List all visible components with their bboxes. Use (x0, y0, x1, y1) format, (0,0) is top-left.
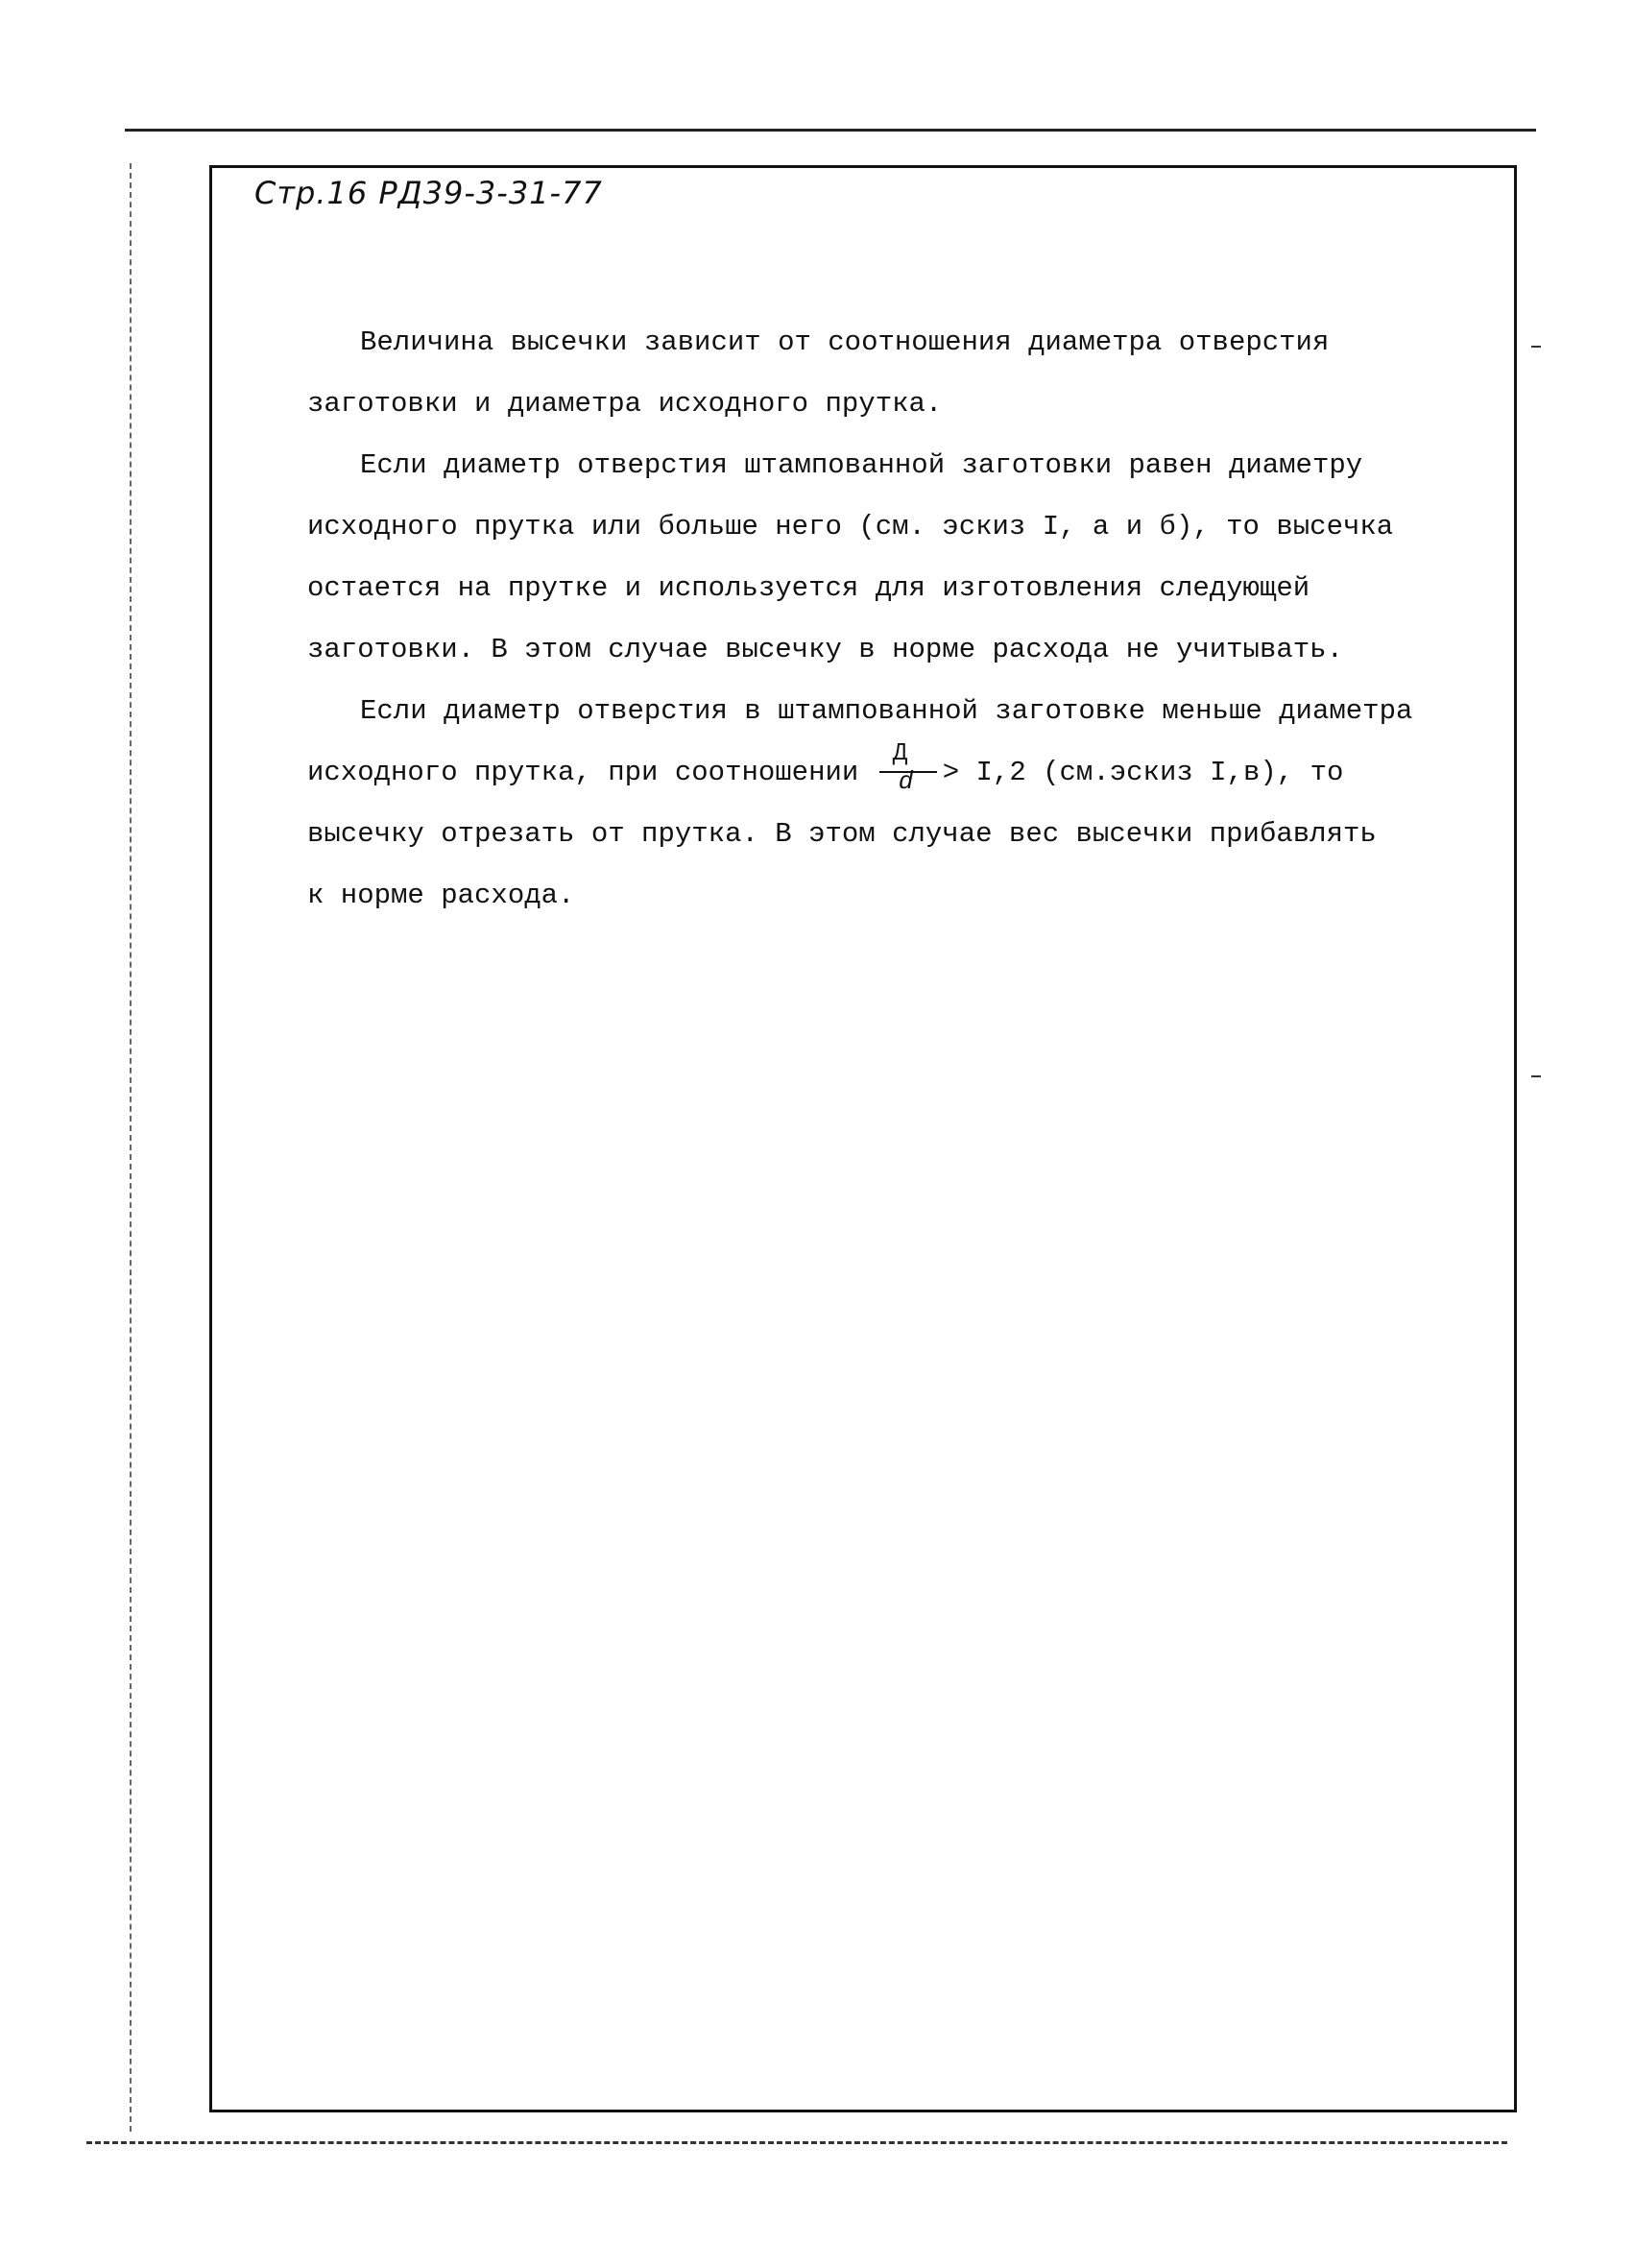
scan-edge-bottom (86, 2141, 1507, 2144)
text-segment: > I,2 (см.эскиз I,в), то (942, 757, 1344, 788)
paragraph-3 (307, 681, 1488, 927)
scan-mark-right-2 (1531, 1075, 1541, 1077)
text-segment: исходного прутка, при соотношении (307, 757, 859, 788)
scan-edge-top (125, 129, 1536, 132)
text-line: заготовки. В этом случае высечку в норме расхода не учитывать. (307, 634, 1343, 665)
text-line: высечку отрезать от прутка. В этом случае вес высечки прибавлять (307, 818, 1377, 850)
page-header-stamp: Стр.16 РД39-3-31-77 (254, 175, 603, 211)
document-body (307, 312, 1488, 927)
fraction-denominator: d (898, 767, 914, 797)
text-line: Величина высечки зависит от соотношения диаметра отверстия (360, 326, 1330, 358)
text-line-with-fraction (307, 738, 1488, 804)
scan-edge-left (130, 163, 132, 2132)
text-line: остается на прутке и используется для изготовления следующей (307, 572, 1310, 604)
scan-mark-right-1 (1531, 346, 1541, 348)
text-line: Если диаметр отверстия в штампованной заготовке меньше диаметра (360, 695, 1413, 727)
fraction-numerator: Д (892, 738, 908, 768)
ratio-fraction (876, 738, 943, 797)
text-line: исходного прутка или больше него (см. эскиз I, а и б), то высечка (307, 511, 1394, 543)
text-line: заготовки и диаметра исходного прутка. (307, 388, 943, 420)
paragraph-1 (307, 312, 1488, 435)
text-line: к норме расхода. (307, 880, 575, 911)
text-line: Если диаметр отверстия штампованной заготовки равен диаметру (360, 449, 1363, 481)
paragraph-2 (307, 435, 1488, 681)
